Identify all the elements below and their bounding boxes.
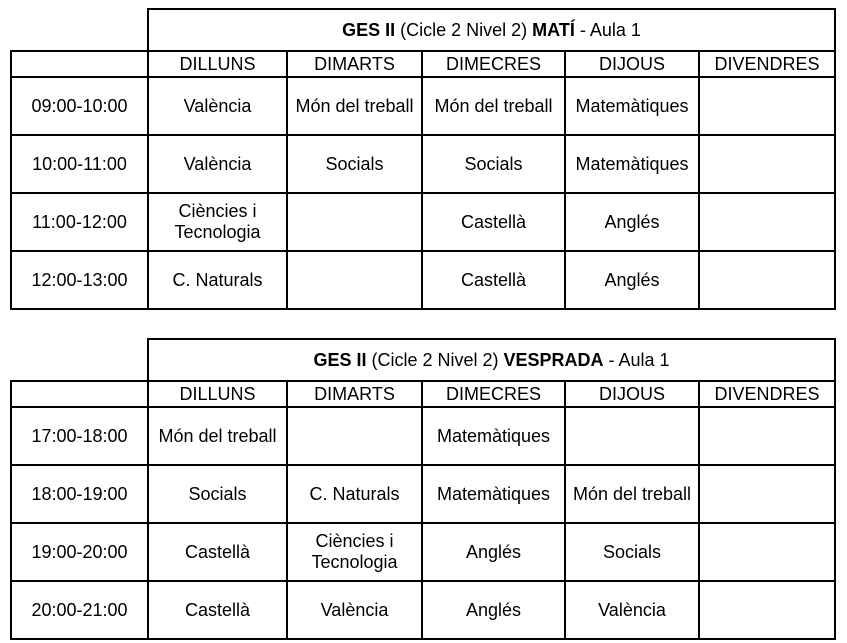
time-slot: 17:00-18:00 — [11, 407, 148, 465]
subject-cell — [699, 407, 835, 465]
time-slot: 11:00-12:00 — [11, 193, 148, 251]
day-header: DIMARTS — [287, 51, 422, 77]
subject-cell: Ciències i Tecnologia — [148, 193, 287, 251]
table-row — [11, 251, 835, 309]
title-shift: VESPRADA — [503, 349, 604, 370]
corner-cell — [11, 339, 148, 381]
subject-cell: València — [287, 581, 422, 639]
day-header: DIMARTS — [287, 381, 422, 407]
table-title — [148, 339, 835, 381]
day-header-row — [11, 51, 835, 77]
table-row — [11, 581, 835, 639]
day-header: DILLUNS — [148, 381, 287, 407]
time-slot: 20:00-21:00 — [11, 581, 148, 639]
table-row — [11, 523, 835, 581]
subject-cell: Matemàtiques — [422, 465, 565, 523]
subject-cell: Socials — [148, 465, 287, 523]
subject-cell: Món del treball — [565, 465, 699, 523]
subject-cell: València — [148, 135, 287, 193]
subject-cell: C. Naturals — [148, 251, 287, 309]
day-header: DILLUNS — [148, 51, 287, 77]
subject-cell: Matemàtiques — [422, 407, 565, 465]
subject-cell — [699, 581, 835, 639]
subject-cell: C. Naturals — [287, 465, 422, 523]
title-prefix: GES II — [313, 349, 367, 370]
subject-cell — [699, 193, 835, 251]
corner-cell — [11, 9, 148, 51]
table-row — [11, 193, 835, 251]
title-middle: (Cicle 2 Nivel 2) — [366, 349, 504, 370]
day-header: DIVENDRES — [699, 381, 835, 407]
subject-cell: Castellà — [422, 193, 565, 251]
title-middle: (Cicle 2 Nivel 2) — [395, 19, 533, 40]
subject-cell: València — [148, 77, 287, 135]
title-row — [11, 339, 835, 381]
title-suffix: - Aula 1 — [603, 349, 670, 370]
day-header: DIJOUS — [565, 381, 699, 407]
time-header-cell — [11, 381, 148, 407]
subject-cell: Anglés — [422, 523, 565, 581]
subject-cell: Ciències i Tecnologia — [287, 523, 422, 581]
subject-cell: Anglés — [565, 251, 699, 309]
schedule-table-mati — [10, 8, 836, 310]
time-slot: 18:00-19:00 — [11, 465, 148, 523]
subject-cell — [699, 135, 835, 193]
title-row — [11, 9, 835, 51]
subject-cell — [287, 407, 422, 465]
table-row — [11, 465, 835, 523]
subject-cell: Món del treball — [287, 77, 422, 135]
day-header: DIMECRES — [422, 381, 565, 407]
schedule-table-vesprada — [10, 338, 836, 640]
subject-cell: Matemàtiques — [565, 77, 699, 135]
subject-cell: Castellà — [422, 251, 565, 309]
subject-cell — [699, 465, 835, 523]
table-row — [11, 77, 835, 135]
table-row — [11, 407, 835, 465]
subject-cell — [699, 77, 835, 135]
time-header-cell — [11, 51, 148, 77]
subject-cell — [699, 523, 835, 581]
time-slot: 09:00-10:00 — [11, 77, 148, 135]
time-slot: 10:00-11:00 — [11, 135, 148, 193]
subject-cell: Anglés — [422, 581, 565, 639]
day-header: DIVENDRES — [699, 51, 835, 77]
title-suffix: - Aula 1 — [574, 19, 641, 40]
subject-cell: Socials — [422, 135, 565, 193]
day-header: DIJOUS — [565, 51, 699, 77]
subject-cell: Castellà — [148, 581, 287, 639]
title-prefix: GES II — [342, 19, 396, 40]
subject-cell — [699, 251, 835, 309]
subject-cell: Socials — [287, 135, 422, 193]
subject-cell — [565, 407, 699, 465]
subject-cell: València — [565, 581, 699, 639]
subject-cell: Castellà — [148, 523, 287, 581]
day-header-row — [11, 381, 835, 407]
table-title — [148, 9, 835, 51]
subject-cell: Socials — [565, 523, 699, 581]
subject-cell: Món del treball — [148, 407, 287, 465]
subject-cell: Matemàtiques — [565, 135, 699, 193]
subject-cell — [287, 251, 422, 309]
day-header: DIMECRES — [422, 51, 565, 77]
time-slot: 19:00-20:00 — [11, 523, 148, 581]
subject-cell: Anglés — [565, 193, 699, 251]
subject-cell — [287, 193, 422, 251]
title-shift: MATÍ — [532, 19, 575, 40]
table-row — [11, 135, 835, 193]
time-slot: 12:00-13:00 — [11, 251, 148, 309]
subject-cell: Món del treball — [422, 77, 565, 135]
